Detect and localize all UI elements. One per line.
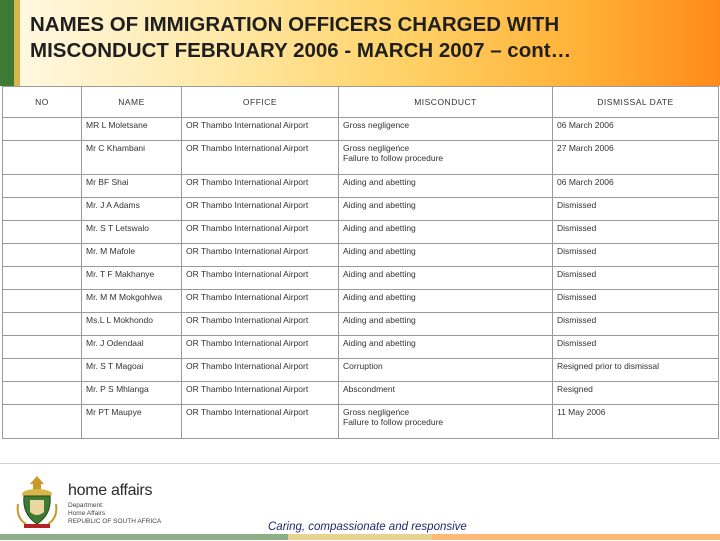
cell-dismissal-date: 11 May 2006 — [553, 405, 719, 439]
cell-dismissal-date: Resigned — [553, 382, 719, 405]
col-header-dismissal-date: DISMISSAL DATE — [553, 87, 719, 118]
cell-misconduct: Aiding and abetting — [339, 267, 553, 290]
cell-office: OR Thambo International Airport — [182, 221, 339, 244]
cell-misconduct: Aiding and abetting — [339, 221, 553, 244]
cell-no — [3, 359, 82, 382]
cell-office: OR Thambo International Airport — [182, 267, 339, 290]
cell-dismissal-date: Dismissed — [553, 198, 719, 221]
cell-dismissal-date: Dismissed — [553, 221, 719, 244]
cell-no — [3, 221, 82, 244]
table-row — [3, 141, 719, 175]
cell-name: Mr. J Odendaal — [82, 336, 182, 359]
cell-no — [3, 175, 82, 198]
cell-name: Mr. M Mafole — [82, 244, 182, 267]
cell-office: OR Thambo International Airport — [182, 313, 339, 336]
cell-misconduct: Abscondment — [339, 382, 553, 405]
cell-office: OR Thambo International Airport — [182, 336, 339, 359]
table-row — [3, 244, 719, 267]
col-header-misconduct: MISCONDUCT — [339, 87, 553, 118]
cell-office: OR Thambo International Airport — [182, 405, 339, 439]
cell-misconduct: Corruption — [339, 359, 553, 382]
footer-stripe — [0, 534, 720, 540]
col-header-office: OFFICE — [182, 87, 339, 118]
cell-no — [3, 313, 82, 336]
cell-dismissal-date: Resigned prior to dismissal — [553, 359, 719, 382]
table-row — [3, 198, 719, 221]
cell-office: OR Thambo International Airport — [182, 141, 339, 175]
cell-dismissal-date: 06 March 2006 — [553, 118, 719, 141]
cell-no — [3, 336, 82, 359]
cell-name: Mr. J A Adams — [82, 198, 182, 221]
cell-name: Mr C Khambani — [82, 141, 182, 175]
cell-no — [3, 244, 82, 267]
cell-no — [3, 405, 82, 439]
table-row — [3, 290, 719, 313]
cell-no — [3, 382, 82, 405]
cell-no — [3, 267, 82, 290]
cell-dismissal-date: Dismissed — [553, 313, 719, 336]
cell-misconduct: Aiding and abetting — [339, 244, 553, 267]
page-title: NAMES OF IMMIGRATION OFFICERS CHARGED WITH MISCONDUCT FEBRUARY 2006 - MARCH 2007 – cont… — [30, 13, 572, 62]
cell-dismissal-date: Dismissed — [553, 244, 719, 267]
cell-name: Mr. S T Magoai — [82, 359, 182, 382]
cell-misconduct: Aiding and abetting — [339, 313, 553, 336]
cell-office: OR Thambo International Airport — [182, 290, 339, 313]
cell-name: Mr BF Shai — [82, 175, 182, 198]
department-label: Department: Home Affairs REPUBLIC OF SOUTH AFRICA — [68, 502, 162, 525]
table-row — [3, 336, 719, 359]
cell-office: OR Thambo International Airport — [182, 244, 339, 267]
cell-no — [3, 290, 82, 313]
cell-name: Mr PT Maupye — [82, 405, 182, 439]
table-header-row — [3, 87, 719, 118]
col-header-no: NO — [3, 87, 82, 118]
cell-office: OR Thambo International Airport — [182, 118, 339, 141]
table-row — [3, 313, 719, 336]
logo-text: home affairs — [68, 482, 153, 499]
table-row — [3, 405, 719, 439]
cell-office: OR Thambo International Airport — [182, 359, 339, 382]
officers-table — [2, 86, 719, 439]
cell-dismissal-date: 06 March 2006 — [553, 175, 719, 198]
cell-name: MR L Moletsane — [82, 118, 182, 141]
cell-misconduct: Aiding and abetting — [339, 198, 553, 221]
table-row — [3, 118, 719, 141]
cell-no — [3, 118, 82, 141]
cell-office: OR Thambo International Airport — [182, 175, 339, 198]
table-row — [3, 359, 719, 382]
cell-misconduct: Aiding and abetting — [339, 175, 553, 198]
table-row — [3, 221, 719, 244]
tagline: Caring, compassionate and responsive — [268, 521, 467, 533]
cell-name: Ms.L L Mokhondo — [82, 313, 182, 336]
col-header-name: NAME — [82, 87, 182, 118]
cell-misconduct: Gross negligence Failure to follow procedure — [339, 141, 553, 175]
cell-no — [3, 198, 82, 221]
cell-dismissal-date: Dismissed — [553, 290, 719, 313]
cell-name: Mr. S T Letswalo — [82, 221, 182, 244]
table-row — [3, 175, 719, 198]
cell-name: Mr. T F Makhanye — [82, 267, 182, 290]
cell-dismissal-date: Dismissed — [553, 267, 719, 290]
table-row — [3, 382, 719, 405]
cell-misconduct: Aiding and abetting — [339, 336, 553, 359]
cell-no — [3, 141, 82, 175]
cell-dismissal-date: 27 March 2006 — [553, 141, 719, 175]
coat-of-arms-icon — [14, 474, 60, 530]
cell-dismissal-date: Dismissed — [553, 336, 719, 359]
cell-name: Mr. P S Mhlanga — [82, 382, 182, 405]
cell-name: Mr. M M Mokgohlwa — [82, 290, 182, 313]
cell-office: OR Thambo International Airport — [182, 382, 339, 405]
cell-office: OR Thambo International Airport — [182, 198, 339, 221]
cell-misconduct: Gross negligence Failure to follow procedure — [339, 405, 553, 439]
cell-misconduct: Gross negligence — [339, 118, 553, 141]
table-row — [3, 267, 719, 290]
cell-misconduct: Aiding and abetting — [339, 290, 553, 313]
